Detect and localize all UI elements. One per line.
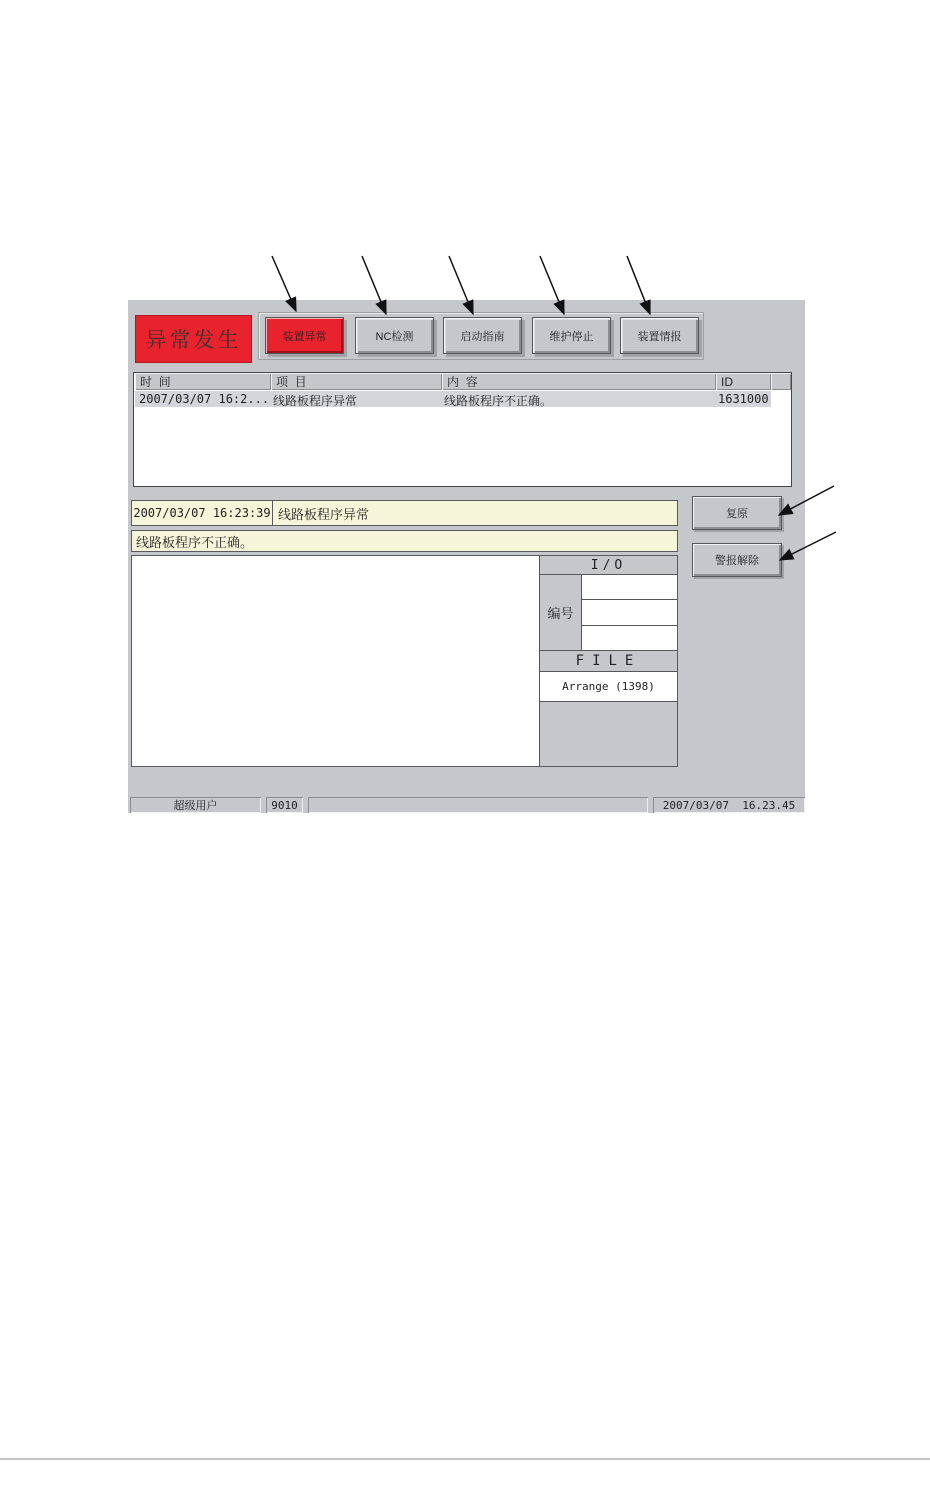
row-id: 1631000 xyxy=(718,392,769,406)
tab-device-alarm[interactable]: 装置异常 xyxy=(265,317,344,354)
status-user: 超级用户 xyxy=(130,797,261,813)
alarm-occurred-banner: 异常发生 xyxy=(135,315,252,363)
io-number-field-1[interactable] xyxy=(582,575,677,600)
tab-startup-guide[interactable]: 启动指南 xyxy=(443,317,522,354)
detail-title: 线路板程序异常 xyxy=(278,506,370,522)
io-number-field-3[interactable] xyxy=(582,626,677,650)
io-panel xyxy=(539,556,677,766)
io-number-section xyxy=(540,575,677,651)
detail-timestamp: 2007/03/07 16:23:39 xyxy=(132,501,273,525)
alarm-table-row[interactable] xyxy=(135,391,771,407)
io-panel-header: I/O xyxy=(540,556,677,575)
row-content: 线路板程序不正确。 xyxy=(444,394,553,408)
page-footer-rule xyxy=(0,1458,930,1460)
tab-maintenance-stop[interactable]: 维护停止 xyxy=(532,317,611,354)
tab-device-info[interactable]: 装置情报 xyxy=(620,317,699,354)
status-code: 9010 xyxy=(266,797,303,813)
status-datetime: 2007/03/07 16.23.45 xyxy=(653,797,805,813)
file-entry[interactable]: Arrange (1398) xyxy=(540,672,677,702)
file-section-header: FILE xyxy=(540,651,677,672)
detail-content-box xyxy=(131,555,678,767)
row-time: 2007/03/07 16:2... xyxy=(139,392,270,406)
tab-nc-diagnosis[interactable]: NC检测 xyxy=(355,317,434,354)
col-header-item: 项 目 xyxy=(271,373,442,390)
col-header-id: ID xyxy=(716,373,771,390)
detail-header-bar xyxy=(131,500,678,526)
status-message xyxy=(308,797,648,813)
row-item: 线路板程序异常 xyxy=(273,394,358,408)
io-number-field-2[interactable] xyxy=(582,600,677,625)
io-number-label: 编号 xyxy=(540,575,582,650)
alarm-list-table xyxy=(133,372,792,487)
alarm-clear-button[interactable]: 警报解除 xyxy=(692,543,782,577)
col-header-content: 内 容 xyxy=(442,373,716,390)
col-header-time: 时 间 xyxy=(135,373,271,390)
col-header-spacer xyxy=(771,373,791,390)
alarm-screen-panel xyxy=(128,300,805,813)
detail-description-bar: 线路板程序不正确。 xyxy=(131,530,678,552)
restore-button[interactable]: 复原 xyxy=(692,496,782,530)
io-panel-filler xyxy=(540,702,677,766)
